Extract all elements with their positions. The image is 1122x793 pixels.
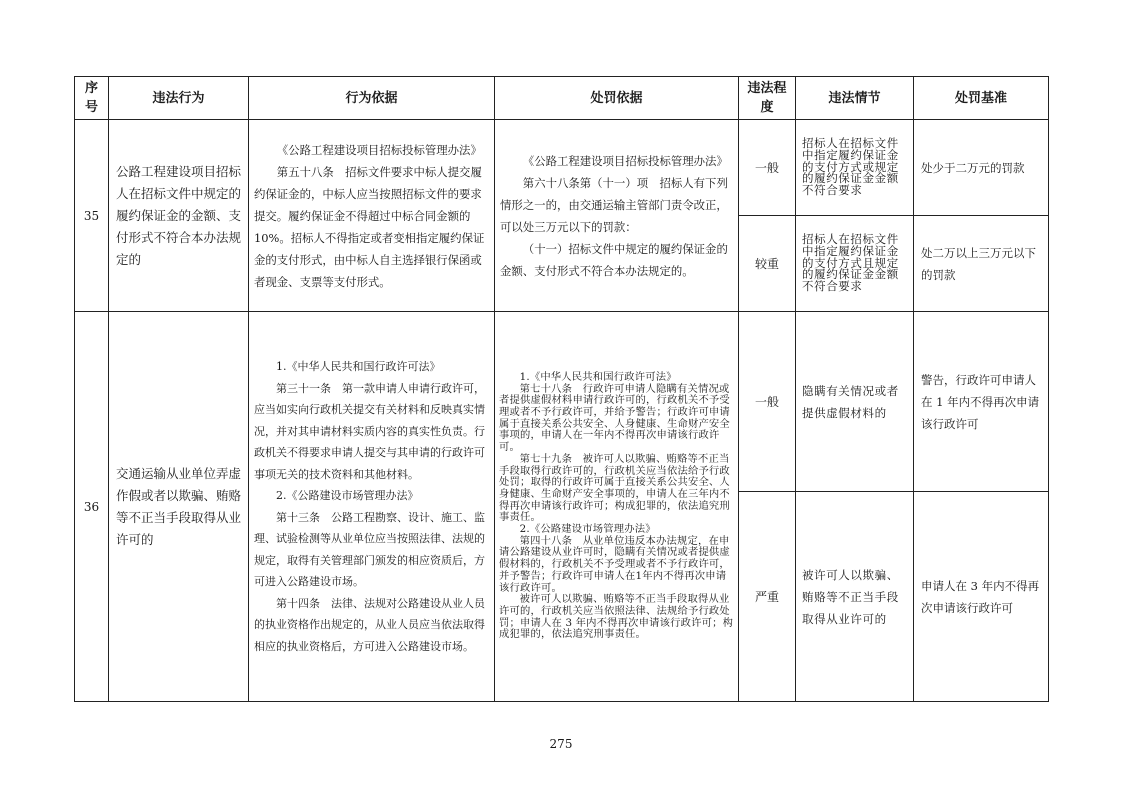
header-row <box>75 77 1049 120</box>
header-standard: 处罚基准 <box>914 77 1049 120</box>
header-seq: 序号 <box>75 77 109 120</box>
header-circumstance: 违法情节 <box>796 77 914 120</box>
row-act: 公路工程建设项目招标人在招标文件中规定的履约保证金的金额、支付形式不符合本办法规定的 <box>109 120 249 312</box>
header-act: 违法行为 <box>109 77 249 120</box>
row-act: 交通运输从业单位弄虚作假或者以欺骗、贿赂等不正当手段取得从业许可的 <box>109 312 249 702</box>
penalty-line: 第六十八条第（十一）项 招标人有下列情形之一的，由交通运输主管部门责令改正，可以处三万元以下的罚款： <box>500 175 728 234</box>
page-number: 275 <box>549 737 573 751</box>
penalty-line: 《公路工程建设项目招标投标管理办法》 <box>522 153 728 168</box>
row-penalty-basis <box>495 312 739 702</box>
degree-cell: 严重 <box>739 492 796 702</box>
circumstance-cell: 隐瞒有关情况或者提供虚假材料的 <box>796 312 914 492</box>
penalty-line: 1.《中华人民共和国行政许可法》 <box>519 370 677 383</box>
penalty-line: 第七十八条 行政许可申请人隐瞒有关情况或者提供虚假材料申请行政许可的，行政机关不予受理或者不予行政许可，并给予警告；行政许可申请属于直接关系公共安全、人身健康、生命财产安全事项的，申请人在一年内不得再次申请该行政许可。 <box>499 382 730 454</box>
table-row <box>75 120 1049 216</box>
standard-cell: 处少于二万元的罚款 <box>914 120 1049 216</box>
circumstance-cell: 被许可人以欺骗、贿赂等不正当手段取得从业许可的 <box>796 492 914 702</box>
penalty-line: 被许可人以欺骗、贿赂等不正当手段取得从业许可的，行政机关应当依照法律、法规给予行政处罚；申请人在 3 年内不得再次申请该行政许可；构成犯罪的，依法追究刑事责任。 <box>499 593 734 641</box>
basis-line: 第三十一条 第一款申请人申请行政许可，应当如实向行政机关提交有关材料和反映真实情况，并对其申请材料实质内容的真实性负责。行政机关不得要求申请人提交与其申请的行政许可事项无关的技术资料和其他材料。 <box>254 381 485 481</box>
standard-cell: 申请人在 3 年内不得再次申请该行政许可 <box>914 492 1049 702</box>
basis-line: 《公路工程建设项目招标投标管理办法》 <box>276 142 482 157</box>
penalty-table <box>74 76 1049 702</box>
table-row <box>75 312 1049 492</box>
standard-cell: 警告，行政许可申请人在 1 年内不得再次申请该行政许可 <box>914 312 1049 492</box>
header-basis: 行为依据 <box>249 77 495 120</box>
degree-cell: 一般 <box>739 120 796 216</box>
basis-line: 第五十八条 招标文件要求中标人提交履约保证金的，中标人应当按照招标文件的要求提交。履约保证金不得超过中标合同金额的 10%。招标人不得指定或者变相指定履约保证金的支付形式，由中标人自主选择银行保函或者现金、支票等支付形式。 <box>254 164 485 289</box>
row-seq: 36 <box>75 312 109 702</box>
row-seq: 35 <box>75 120 109 312</box>
basis-line: 1.《中华人民共和国行政许可法》 <box>276 360 441 373</box>
basis-line: 2.《公路建设市场管理办法》 <box>276 489 419 502</box>
standard-cell: 处二万以上三万元以下的罚款 <box>914 216 1049 312</box>
circumstance-cell: 招标人在招标文件中指定履约保证金的支付方式且规定的履约保证金金额不符合要求 <box>796 216 914 312</box>
header-degree: 违法程度 <box>739 77 796 120</box>
penalty-line: 2.《公路建设市场管理办法》 <box>519 523 656 536</box>
circumstance-cell: 招标人在招标文件中指定履约保证金的支付方式或规定的履约保证金金额不符合要求 <box>796 120 914 216</box>
row-penalty-basis <box>495 120 739 312</box>
penalty-line: 第七十九条 被许可人以欺骗、贿赂等不正当手段取得行政许可的，行政机关应当依法给予行政处罚；取得的行政许可属于直接关系公共安全、人身健康、生命财产安全事项的，申请人在三年内不得再次申请该行政许可；构成犯罪的，依法追究刑事责任。 <box>499 452 730 524</box>
basis-line: 第十三条 公路工程勘察、设计、施工、监理、试验检测等从业单位应当按照法律、法规的规定，取得有关管理部门颁发的相应资质后，方可进入公路建设市场。 <box>254 510 485 588</box>
degree-cell: 一般 <box>739 312 796 492</box>
row-basis <box>249 312 495 702</box>
row-basis <box>249 120 495 312</box>
header-penalty-basis: 处罚依据 <box>495 77 739 120</box>
basis-line: 第十四条 法律、法规对公路建设从业人员的执业资格作出规定的，从业人员应当依法取得相应的执业资格后，方可进入公路建设市场。 <box>254 596 485 653</box>
penalty-line: 第四十八条 从业单位违反本办法规定，在申请公路建设从业许可时，隐瞒有关情况或者提供虚假材料的，行政机关不予受理或者不予行政许可，并予警告；行政许可申请人在1年内不得再次申请该行政许可。 <box>499 534 730 594</box>
degree-cell: 较重 <box>739 216 796 312</box>
penalty-line: （十一）招标文件中规定的履约保证金的金额、支付形式不符合本办法规定的。 <box>500 241 728 278</box>
